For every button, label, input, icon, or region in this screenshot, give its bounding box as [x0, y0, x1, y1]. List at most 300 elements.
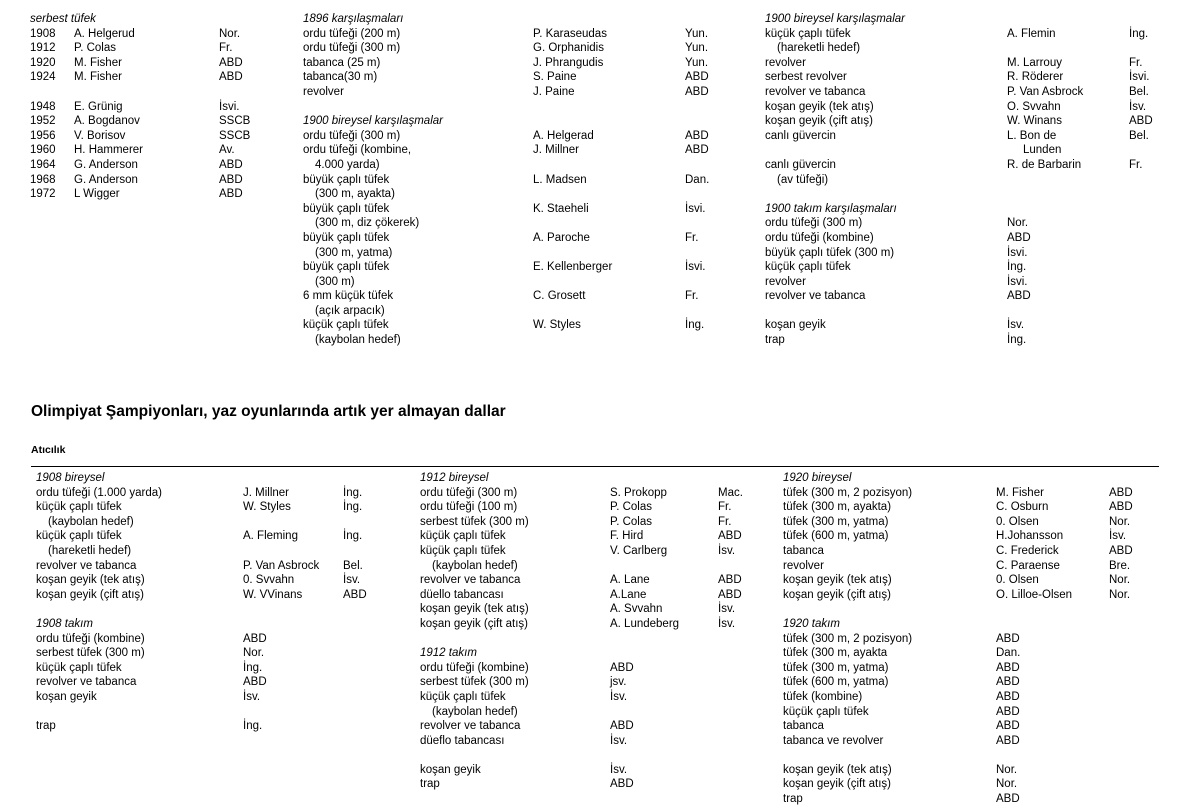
table-row — [420, 705, 743, 720]
year-cell: 1948 — [30, 100, 56, 113]
country-cell: İsv. — [1109, 530, 1127, 543]
table-row — [303, 260, 709, 275]
results-list-1900-team — [765, 216, 1153, 347]
athlete-cell: ABD — [1007, 290, 1031, 303]
country-cell: ABD — [1129, 115, 1153, 128]
event-cell: tüfek (300 m, 2 pozisyon) — [783, 632, 913, 645]
year-cell: 1912 — [30, 42, 56, 55]
athlete-cell: ABD — [996, 793, 1020, 806]
country-cell: Av. — [219, 144, 235, 157]
table-row — [420, 529, 743, 544]
country-cell: ABD — [219, 158, 243, 171]
athlete-cell: H.Johansson — [996, 530, 1064, 543]
table-row — [30, 27, 250, 42]
bottom-column-1912 — [420, 471, 743, 792]
country-cell: Fr. — [685, 231, 699, 244]
table-row — [420, 486, 743, 501]
table-row — [783, 690, 1133, 705]
event-cell: serbest revolver — [765, 71, 847, 84]
horizontal-rule — [31, 466, 1159, 467]
event-cell: tabanca(30 m) — [303, 71, 378, 84]
table-row — [765, 100, 1153, 115]
page-title: Olimpiyat Şampiyonları, yaz oyunlarında artık yer almayan dallar — [31, 403, 506, 420]
country-cell: Nor. — [1109, 515, 1131, 528]
athlete-cell: J. Millner — [243, 486, 290, 499]
athlete-cell: V. Borisov — [74, 129, 126, 142]
table-row — [783, 734, 1133, 749]
event-cell: revolver — [303, 85, 344, 98]
event-cell: serbest tüfek (300 m) — [36, 647, 145, 660]
table-row — [420, 559, 743, 574]
athlete-cell — [545, 158, 697, 173]
athlete-cell: 0. Olsen — [996, 574, 1039, 587]
athlete-cell: Lunden — [1023, 144, 1062, 157]
athlete-cell: ABD — [1007, 231, 1031, 244]
table-row — [303, 85, 709, 100]
event-cell: büyük çaplı tüfek — [303, 231, 390, 244]
column-header-1920-individual: 1920 bireysel — [783, 472, 852, 484]
spacer — [783, 602, 1133, 617]
table-row — [30, 129, 250, 144]
results-list-1908-team — [36, 632, 367, 734]
country-cell: ABD — [718, 530, 742, 543]
column-header: serbest tüfek — [30, 13, 96, 25]
year-cell: 1956 — [30, 129, 56, 142]
table-row — [303, 275, 709, 290]
event-cell: küçük çaplı tüfek — [36, 661, 122, 674]
country-cell: ABD — [219, 71, 243, 84]
athlete-cell: İsv. — [1007, 319, 1025, 332]
athlete-cell: ABD — [610, 720, 634, 733]
country-cell: Yun. — [685, 42, 709, 55]
country-cell: Nor. — [219, 27, 241, 40]
table-row — [765, 56, 1153, 71]
athlete-cell: Nor. — [1007, 217, 1029, 230]
athlete-cell: ABD — [996, 690, 1020, 703]
athlete-cell: M. Fisher — [74, 56, 122, 69]
event-cell: küçük çaplı tüfek — [783, 705, 869, 718]
event-cell: (hareketli hedef) — [777, 42, 861, 55]
country-cell: İng. — [685, 319, 705, 332]
athlete-cell: E. Grünig — [74, 100, 123, 113]
athlete-cell — [255, 544, 355, 559]
athlete-cell: 0. Olsen — [996, 515, 1039, 528]
athlete-cell: F. Hird — [610, 530, 644, 543]
athlete-cell: M. Fisher — [74, 71, 122, 84]
table-row — [765, 114, 1153, 129]
athlete-cell: J. Phrangudis — [533, 56, 604, 69]
event-cell: büyük çaplı tüfek — [303, 202, 390, 215]
event-cell: (kaybolan hedef) — [432, 559, 518, 572]
subsection-title: Atıcılık — [31, 444, 66, 456]
column-header-1900-individual-cont: 1900 bireysel karşılaşmalar — [765, 13, 905, 25]
country-cell: Fr. — [718, 501, 732, 514]
athlete-cell: A. Lundeberg — [610, 617, 680, 630]
column-header-1896: 1896 karşılaşmaları — [303, 13, 404, 25]
event-cell: koşan geyik — [765, 319, 826, 332]
table-row — [36, 661, 367, 676]
event-cell: ordu tüfeği (300 m) — [420, 486, 518, 499]
table-row — [783, 675, 1133, 690]
spacer — [783, 748, 1133, 763]
table-row — [783, 646, 1133, 661]
top-column-1900 — [765, 12, 1153, 348]
country-cell: Fr. — [718, 515, 732, 528]
table-row — [30, 100, 250, 115]
event-cell: ordu tüfeği (300 m) — [303, 42, 401, 55]
table-row — [420, 573, 743, 588]
country-cell: SSCB — [219, 129, 251, 142]
country-cell: ABD — [718, 588, 742, 601]
athlete-cell — [545, 304, 697, 319]
athlete-cell: İsv. — [243, 690, 261, 703]
athlete-cell: Nor. — [243, 647, 265, 660]
year-cell: 1924 — [30, 71, 56, 84]
table-row — [765, 173, 1153, 188]
table-row — [303, 216, 709, 231]
table-row — [36, 486, 367, 501]
table-row — [420, 588, 743, 603]
athlete-cell: P. Van Asbrock — [1007, 85, 1084, 98]
country-cell: Bel. — [1129, 85, 1149, 98]
country-cell: Nor. — [1109, 574, 1131, 587]
athlete-cell: jsv. — [610, 676, 627, 689]
table-row — [783, 763, 1133, 778]
table-row — [420, 777, 743, 792]
table-row — [765, 129, 1153, 144]
country-cell: ABD — [1109, 486, 1133, 499]
table-row — [36, 544, 367, 559]
table-row — [765, 289, 1153, 304]
country-cell: ABD — [1109, 501, 1133, 514]
country-cell: Bel. — [343, 559, 363, 572]
athlete-cell: S. Prokopp — [610, 486, 667, 499]
country-cell: İsv. — [343, 574, 361, 587]
table-row — [783, 486, 1133, 501]
event-cell: koşan geyik (çift atış) — [420, 617, 529, 630]
year-cell: 1964 — [30, 158, 56, 171]
athlete-cell: O. Lilloe-Olsen — [996, 588, 1073, 601]
event-cell: tüfek (300 m, 2 pozisyon) — [783, 486, 913, 499]
table-row — [36, 573, 367, 588]
country-cell: Yun. — [685, 56, 709, 69]
results-list-1900-individual-cont — [765, 27, 1153, 188]
column-header-1912-individual: 1912 bireysel — [420, 472, 489, 484]
event-cell: tüfek (300 m, ayakta) — [783, 501, 892, 514]
column-header-1920-team: 1920 takım — [783, 617, 840, 630]
event-cell: koşan geyik (çift atış) — [36, 588, 145, 601]
country-cell: İng. — [343, 530, 363, 543]
table-row — [303, 318, 709, 333]
country-cell: Mac. — [718, 486, 743, 499]
country-cell: ABD — [685, 129, 709, 142]
table-row — [303, 304, 709, 319]
table-row — [303, 173, 709, 188]
column-header-1900-team: 1900 takım karşılaşmaları — [765, 202, 897, 215]
athlete-cell: V. Carlberg — [610, 544, 668, 557]
athlete-cell: W. Styles — [243, 501, 291, 514]
results-list-1912-team — [420, 661, 743, 792]
event-cell: küçük çaplı tüfek — [420, 544, 506, 557]
athlete-cell: C. Paraense — [996, 559, 1060, 572]
table-row — [783, 632, 1133, 647]
event-cell: tabanca (25 m) — [303, 56, 381, 69]
athlete-cell: R. Röderer — [1007, 71, 1064, 84]
athlete-cell: M. Fisher — [996, 486, 1044, 499]
athlete-cell: P. Karaseudas — [533, 27, 607, 40]
athlete-cell: H. Hammerer — [74, 144, 144, 157]
event-cell: koşan geyik (tek atış) — [783, 763, 892, 776]
table-row — [303, 70, 709, 85]
country-cell: Dan. — [685, 173, 710, 186]
event-cell: ordu tüfeği (300 m) — [765, 217, 863, 230]
event-cell: ordu tüfeği (200 m) — [303, 27, 401, 40]
athlete-cell: ABD — [996, 720, 1020, 733]
athlete-cell: A. Svvahn — [610, 603, 663, 616]
table-row — [420, 763, 743, 778]
table-row — [420, 617, 743, 632]
athlete-cell: R. de Barbarin — [1007, 158, 1082, 171]
athlete-cell: ABD — [996, 705, 1020, 718]
country-cell: ABD — [685, 85, 709, 98]
table-row — [30, 70, 250, 85]
country-cell: Bre. — [1109, 559, 1131, 572]
table-row — [303, 202, 709, 217]
event-cell: revolver ve tabanca — [765, 85, 866, 98]
athlete-cell: P. Colas — [610, 515, 652, 528]
event-cell: koşan geyik (tek atış) — [36, 574, 145, 587]
event-cell: (kaybolan hedef) — [432, 705, 518, 718]
table-row — [783, 719, 1133, 734]
athlete-cell — [255, 515, 355, 530]
athlete-cell — [1019, 173, 1141, 188]
country-cell: İsv. — [718, 603, 736, 616]
athlete-cell: W. VVinans — [243, 588, 303, 601]
event-cell: (300 m, ayakta) — [315, 188, 395, 201]
athlete-cell: 0. Svvahn — [243, 574, 295, 587]
spacer — [36, 705, 367, 720]
event-cell: (kaybolan hedef) — [48, 515, 134, 528]
athlete-cell: A.Lane — [610, 588, 647, 601]
spacer — [36, 602, 367, 617]
event-cell: tabanca ve revolver — [783, 734, 884, 747]
athlete-cell: L. Bon de — [1007, 129, 1057, 142]
event-cell: (açık arpacık) — [315, 304, 385, 317]
athlete-cell: İng. — [243, 720, 263, 733]
athlete-cell: Nor. — [996, 763, 1018, 776]
athlete-cell: E. Kellenberger — [533, 261, 613, 274]
event-cell: (av tüfeği) — [777, 173, 829, 186]
country-cell: Fr. — [219, 42, 233, 55]
results-list-1920-individual — [783, 486, 1133, 603]
athlete-cell — [545, 275, 697, 290]
event-cell: koşan geyik (çift atış) — [783, 778, 892, 791]
event-cell: revolver ve tabanca — [420, 574, 521, 587]
event-cell: küçük çaplı tüfek — [765, 261, 851, 274]
column-header-1912-team: 1912 takım — [420, 647, 477, 660]
country-cell: İsv. — [718, 617, 736, 630]
event-cell: (kaybolan hedef) — [315, 334, 401, 347]
country-cell: ABD — [219, 56, 243, 69]
country-cell: İsvi. — [219, 100, 240, 113]
event-cell: ordu tüfeği (1.000 yarda) — [36, 486, 162, 499]
table-row — [783, 500, 1133, 515]
results-list-1920-team — [783, 632, 1133, 807]
athlete-cell: Nor. — [996, 778, 1018, 791]
table-row — [783, 573, 1133, 588]
event-cell: küçük çaplı tüfek — [765, 27, 851, 40]
athlete-cell: A. Helgerad — [533, 129, 594, 142]
event-cell: tüfek (300 m, yatma) — [783, 515, 889, 528]
event-cell: revolver ve tabanca — [420, 720, 521, 733]
event-cell: düello tabancası — [420, 588, 504, 601]
event-cell: koşan geyik (tek atış) — [765, 100, 874, 113]
column-header-1900-individual: 1900 bireysel karşılaşmalar — [303, 115, 443, 128]
event-cell: düeflo tabancası — [420, 734, 505, 747]
country-cell: ABD — [685, 71, 709, 84]
table-row — [303, 289, 709, 304]
athlete-cell — [622, 559, 730, 574]
event-cell: büyük çaplı tüfek — [303, 261, 390, 274]
event-cell: büyük çaplı tüfek (300 m) — [765, 246, 895, 259]
top-column-1896-1900 — [303, 12, 709, 348]
year-cell: 1908 — [30, 27, 56, 40]
country-cell: İng. — [1129, 27, 1149, 40]
event-cell: trap — [783, 793, 803, 806]
table-row — [783, 588, 1133, 603]
results-list-1908-individual — [36, 486, 367, 603]
athlete-cell — [545, 246, 697, 261]
table-row — [30, 41, 250, 56]
table-row — [303, 129, 709, 144]
event-cell: tabanca — [783, 544, 824, 557]
event-cell: revolver — [783, 559, 824, 572]
country-cell: ABD — [219, 173, 243, 186]
event-cell: tüfek (300 m, yatma) — [783, 661, 889, 674]
table-row — [303, 41, 709, 56]
athlete-cell: L Wigger — [74, 188, 120, 201]
athlete-cell: A. Fleming — [243, 530, 298, 543]
athlete-cell: P. Colas — [610, 501, 652, 514]
results-list-1896 — [303, 27, 709, 100]
event-cell: (300 m) — [315, 275, 355, 288]
table-row — [36, 719, 367, 734]
table-row — [303, 143, 709, 158]
event-cell: serbest tüfek (300 m) — [420, 515, 529, 528]
athlete-cell: İsv. — [610, 690, 628, 703]
athlete-cell: S. Paine — [533, 71, 577, 84]
table-row — [36, 588, 367, 603]
table-row — [303, 56, 709, 71]
event-cell: revolver — [765, 56, 806, 69]
country-cell: İng. — [343, 486, 363, 499]
athlete-cell: G. Anderson — [74, 158, 138, 171]
athlete-cell: A. Lane — [610, 574, 650, 587]
event-cell: küçük çaplı tüfek — [36, 530, 122, 543]
table-row — [30, 187, 250, 202]
athlete-cell: Dan. — [996, 647, 1021, 660]
athlete-cell: P. Van Asbrock — [243, 559, 320, 572]
table-row — [36, 675, 367, 690]
athlete-cell: İsv. — [610, 763, 628, 776]
table-row — [783, 559, 1133, 574]
athlete-cell — [545, 216, 697, 231]
country-cell: ABD — [685, 144, 709, 157]
spacer — [765, 187, 1153, 202]
table-row — [783, 705, 1133, 720]
table-row — [36, 515, 367, 530]
athlete-cell: ABD — [610, 778, 634, 791]
table-row — [765, 231, 1153, 246]
table-row — [303, 27, 709, 42]
country-cell: Nor. — [1109, 588, 1131, 601]
table-row — [765, 275, 1153, 290]
athlete-cell — [622, 705, 730, 720]
event-cell: revolver ve tabanca — [36, 676, 137, 689]
table-row — [783, 661, 1133, 676]
table-row — [303, 187, 709, 202]
table-row — [30, 173, 250, 188]
country-cell: İsvi. — [1129, 71, 1150, 84]
table-row — [765, 246, 1153, 261]
country-cell: Fr. — [1129, 56, 1143, 69]
table-row — [765, 158, 1153, 173]
country-cell: ABD — [718, 574, 742, 587]
country-cell: SSCB — [219, 115, 251, 128]
country-cell: Fr. — [1129, 158, 1143, 171]
table-row — [303, 333, 709, 348]
table-row — [30, 158, 250, 173]
country-cell: ABD — [219, 188, 243, 201]
country-cell: Fr. — [685, 290, 699, 303]
table-row — [36, 690, 367, 705]
event-cell: koşan geyik — [36, 690, 97, 703]
table-row — [765, 70, 1153, 85]
event-cell: 4.000 yarda) — [315, 158, 380, 171]
athlete-cell: ABD — [243, 676, 267, 689]
athlete-cell: ABD — [243, 632, 267, 645]
athlete-cell: İng. — [243, 661, 263, 674]
event-cell: büyük çaplı tüfek — [303, 173, 390, 186]
athlete-cell — [1019, 41, 1141, 56]
table-row — [36, 500, 367, 515]
athlete-cell: ABD — [610, 661, 634, 674]
spacer — [30, 85, 250, 100]
table-row — [36, 529, 367, 544]
athlete-cell: J. Millner — [533, 144, 580, 157]
country-cell: ABD — [343, 588, 367, 601]
table-row — [765, 143, 1153, 158]
table-row — [303, 158, 709, 173]
table-row — [765, 318, 1153, 333]
table-row — [303, 246, 709, 261]
athlete-cell: A. Helgerud — [74, 27, 135, 40]
athlete-cell: İsv. — [610, 734, 628, 747]
event-cell: koşan geyik (tek atış) — [783, 574, 892, 587]
country-cell: İsvi. — [685, 261, 706, 274]
country-cell: Bel. — [1129, 129, 1149, 142]
top-column-free-rifle — [30, 12, 250, 202]
event-cell: tüfek (600 m, yatma) — [783, 676, 889, 689]
table-row — [420, 719, 743, 734]
athlete-cell: A. Bogdanov — [74, 115, 140, 128]
event-cell: ordu tüfeği (kombine) — [765, 231, 874, 244]
event-cell: canlı güvercin — [765, 158, 836, 171]
event-cell: trap — [36, 720, 56, 733]
athlete-cell: G. Orphanidis — [533, 42, 604, 55]
table-row — [765, 260, 1153, 275]
table-row — [765, 216, 1153, 231]
